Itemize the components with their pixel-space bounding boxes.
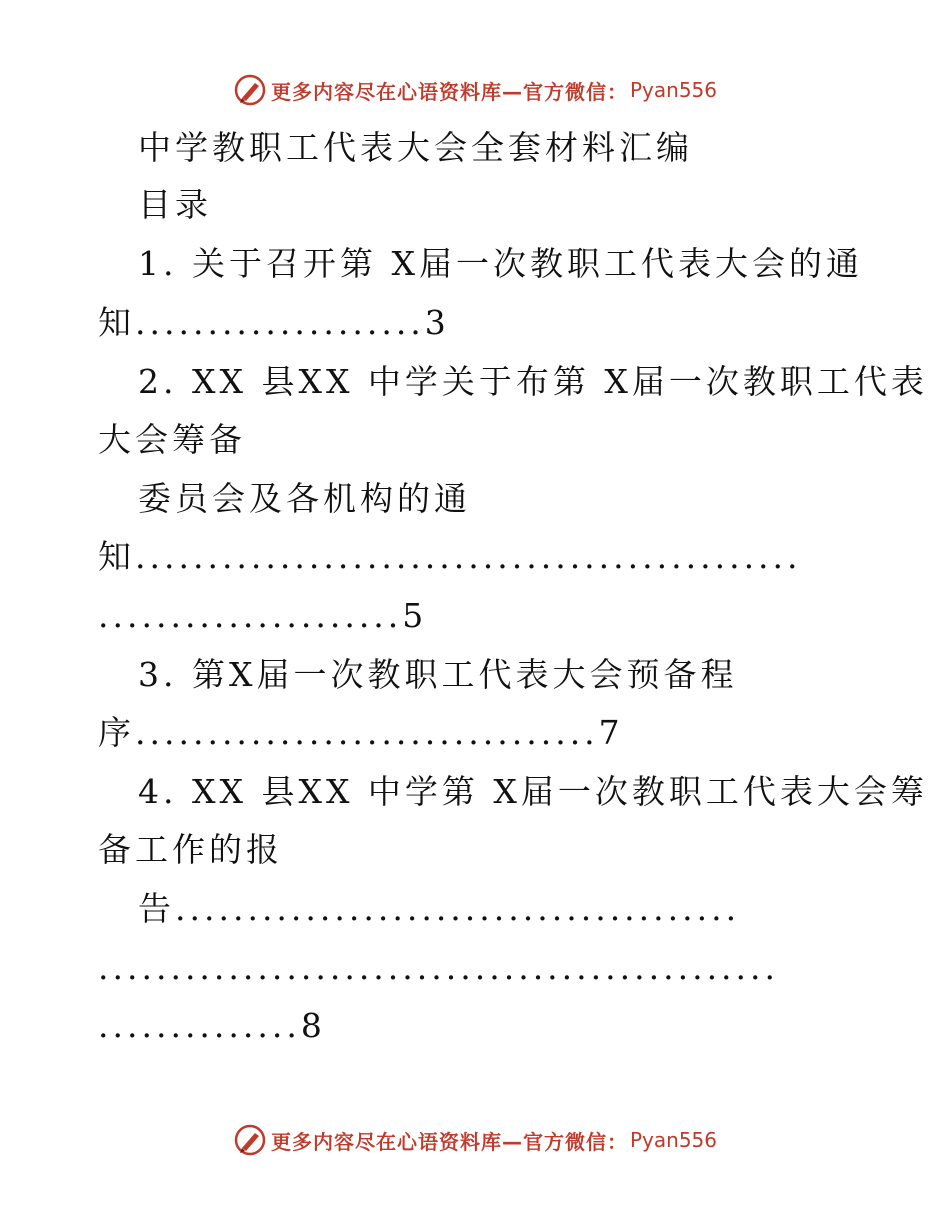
- toc-line-14: ..............8: [98, 1006, 326, 1045]
- header-watermark-banner: [0, 70, 950, 110]
- toc-line-12: 告.......................................: [138, 889, 741, 928]
- toc-line-9: 序................................7: [98, 713, 624, 752]
- toc-line-3: 2. XX 县XX 中学关于布第 X届一次教职工代表: [138, 362, 928, 401]
- pen-logo-icon: [233, 73, 267, 107]
- toc-line-4: 大会筹备: [98, 420, 246, 459]
- toc-line-10: 4. XX 县XX 中学第 X届一次教职工代表大会筹: [138, 772, 928, 811]
- toc-line-7: .....................5: [98, 596, 428, 635]
- banner-brand-text: 更多内容尽在心语资料库—官方微信：: [270, 1129, 628, 1154]
- pen-logo-icon: [233, 1123, 267, 1157]
- toc-line-2: 知....................3: [98, 303, 450, 342]
- toc-line-8: 3. 第X届一次教职工代表大会预备程: [138, 655, 738, 694]
- toc-line-13: ...............................................: [98, 948, 780, 987]
- toc-heading: 目录: [138, 185, 212, 224]
- toc-line-5: 委员会及各机构的通: [138, 479, 471, 518]
- banner-wechat-id: Pyan556: [629, 1128, 717, 1152]
- banner-wechat-id: Pyan556: [629, 78, 717, 102]
- toc-line-1: 1. 关于召开第 X届一次教职工代表大会的通: [138, 244, 863, 283]
- footer-watermark-banner: [0, 1120, 950, 1160]
- toc-line-11: 备工作的报: [98, 830, 283, 869]
- toc-line-6: 知..............................................: [98, 537, 802, 576]
- document-title: 中学教职工代表大会全套材料汇编: [138, 128, 693, 167]
- banner-brand-text: 更多内容尽在心语资料库—官方微信：: [270, 79, 628, 104]
